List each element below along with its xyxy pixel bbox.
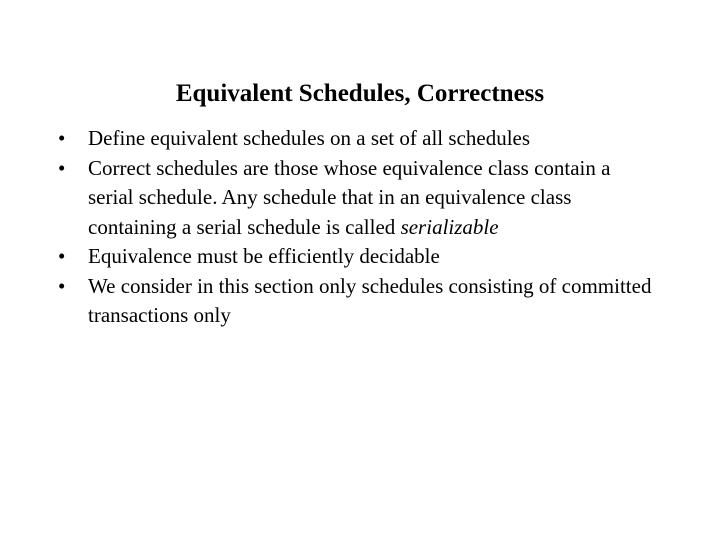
bullet-item bbox=[58, 124, 658, 154]
bullet-text: Correct schedules are those whose equivalence class contain a serial schedule. Any schedule that in an equivalence class containing a serial schedule is called bbox=[88, 155, 611, 239]
bullet-item bbox=[58, 154, 658, 243]
bullet-list bbox=[58, 124, 658, 331]
bullet-icon: • bbox=[58, 273, 66, 298]
bullet-item bbox=[58, 242, 658, 272]
bullet-text: Define equivalent schedules on a set of all schedules bbox=[88, 126, 531, 150]
bullet-icon: • bbox=[58, 155, 66, 180]
bullet-item bbox=[58, 272, 658, 331]
bullet-text: We consider in this section only schedules consisting of committed transactions only bbox=[88, 273, 652, 327]
bullet-icon: • bbox=[58, 126, 66, 150]
emphasized-term: serializable bbox=[400, 214, 499, 239]
bullet-text: Equivalence must be efficiently decidable bbox=[88, 244, 440, 268]
slide-title: Equivalent Schedules, Correctness bbox=[175, 80, 545, 107]
bullet-icon: • bbox=[58, 244, 66, 268]
